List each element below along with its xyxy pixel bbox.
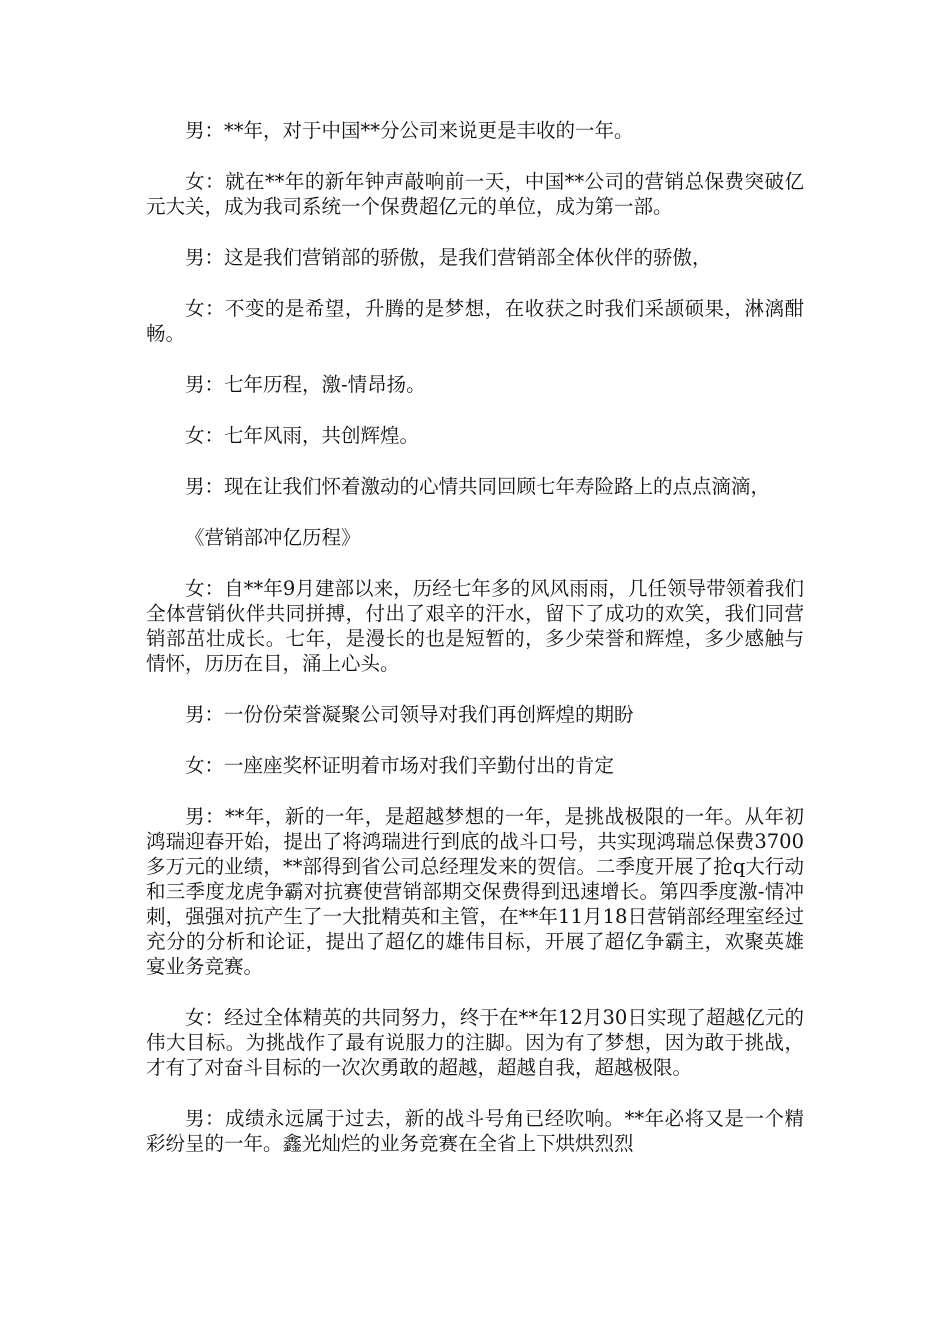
dialogue-paragraph: 男：**年，对于中国**分公司来说更是丰收的一年。 — [185, 119, 634, 142]
dialogue-paragraph: 男：这是我们营销部的骄傲，是我们营销部全体伙伴的骄傲， — [185, 246, 712, 269]
dialogue-paragraph: 女：经过全体精英的共同努力，终于在**年12月30日实现了超越亿元的伟大目标。为挑战作了最有说服力的注脚。因为有了梦想，因为敢于挑战，才有了对奋斗目标的一次次勇敢的超越，超越自我，超越极限。 — [146, 1006, 804, 1079]
section-title: 《营销部冲亿历程》 — [185, 526, 361, 549]
dialogue-paragraph: 男：七年历程，激-情昂扬。 — [185, 373, 426, 396]
dialogue-paragraph: 女：七年风雨，共创辉煌。 — [185, 424, 420, 447]
dialogue-paragraph: 女：就在**年的新年钟声敲响前一天，中国**公司的营销总保费突破亿元大关，成为我司系统一个保费超亿元的单位，成为第一部。 — [146, 170, 804, 218]
dialogue-paragraph: 女：一座座奖杯证明着市场对我们辛勤付出的肯定 — [185, 754, 615, 777]
dialogue-paragraph: 女：不变的是希望，升腾的是梦想，在收获之时我们采颉硕果，淋漓酣畅。 — [146, 297, 804, 345]
dialogue-paragraph: 男：成绩永远属于过去，新的战斗号角已经吹响。**年必将又是一个精彩纷呈的一年。鑫光灿烂的业务竞赛在全省上下烘烘烈烈 — [146, 1107, 804, 1155]
dialogue-paragraph: 男：一份份荣誉凝聚公司领导对我们再创辉煌的期盼 — [185, 703, 634, 726]
dialogue-paragraph: 男：现在让我们怀着激动的心情共同回顾七年寿险路上的点点滴滴， — [185, 475, 771, 498]
dialogue-paragraph: 女：自**年9月建部以来，历经七年多的风风雨雨，几任领导带领着我们全体营销伙伴共同拼搏，付出了艰辛的汗水，留下了成功的欢笑，我们同营销部茁壮成长。七年，是漫长的也是短暂的，多少荣誉和辉煌，多少感触与情怀，历历在目，涌上心头。 — [146, 577, 804, 675]
dialogue-paragraph: 男：**年，新的一年，是超越梦想的一年，是挑战极限的一年。从年初鸿瑞迎春开始，提出了将鸿瑞进行到底的战斗口号，共实现鸿瑞总保费3700多万元的业绩，**部得到省公司总经理发来的贺信。二季度开展了抢q大行动和三季度龙虎争霸对抗赛使营销部期交保费得到迅速增长。第四季度激-情冲刺，强强对抗产生了一大批精英和主管，在**年11月18日营销部经理室经过充分的分析和论证，提出了超亿的雄伟目标，开展了超亿争霸主，欢聚英雄宴业务竞赛。 — [146, 805, 804, 978]
